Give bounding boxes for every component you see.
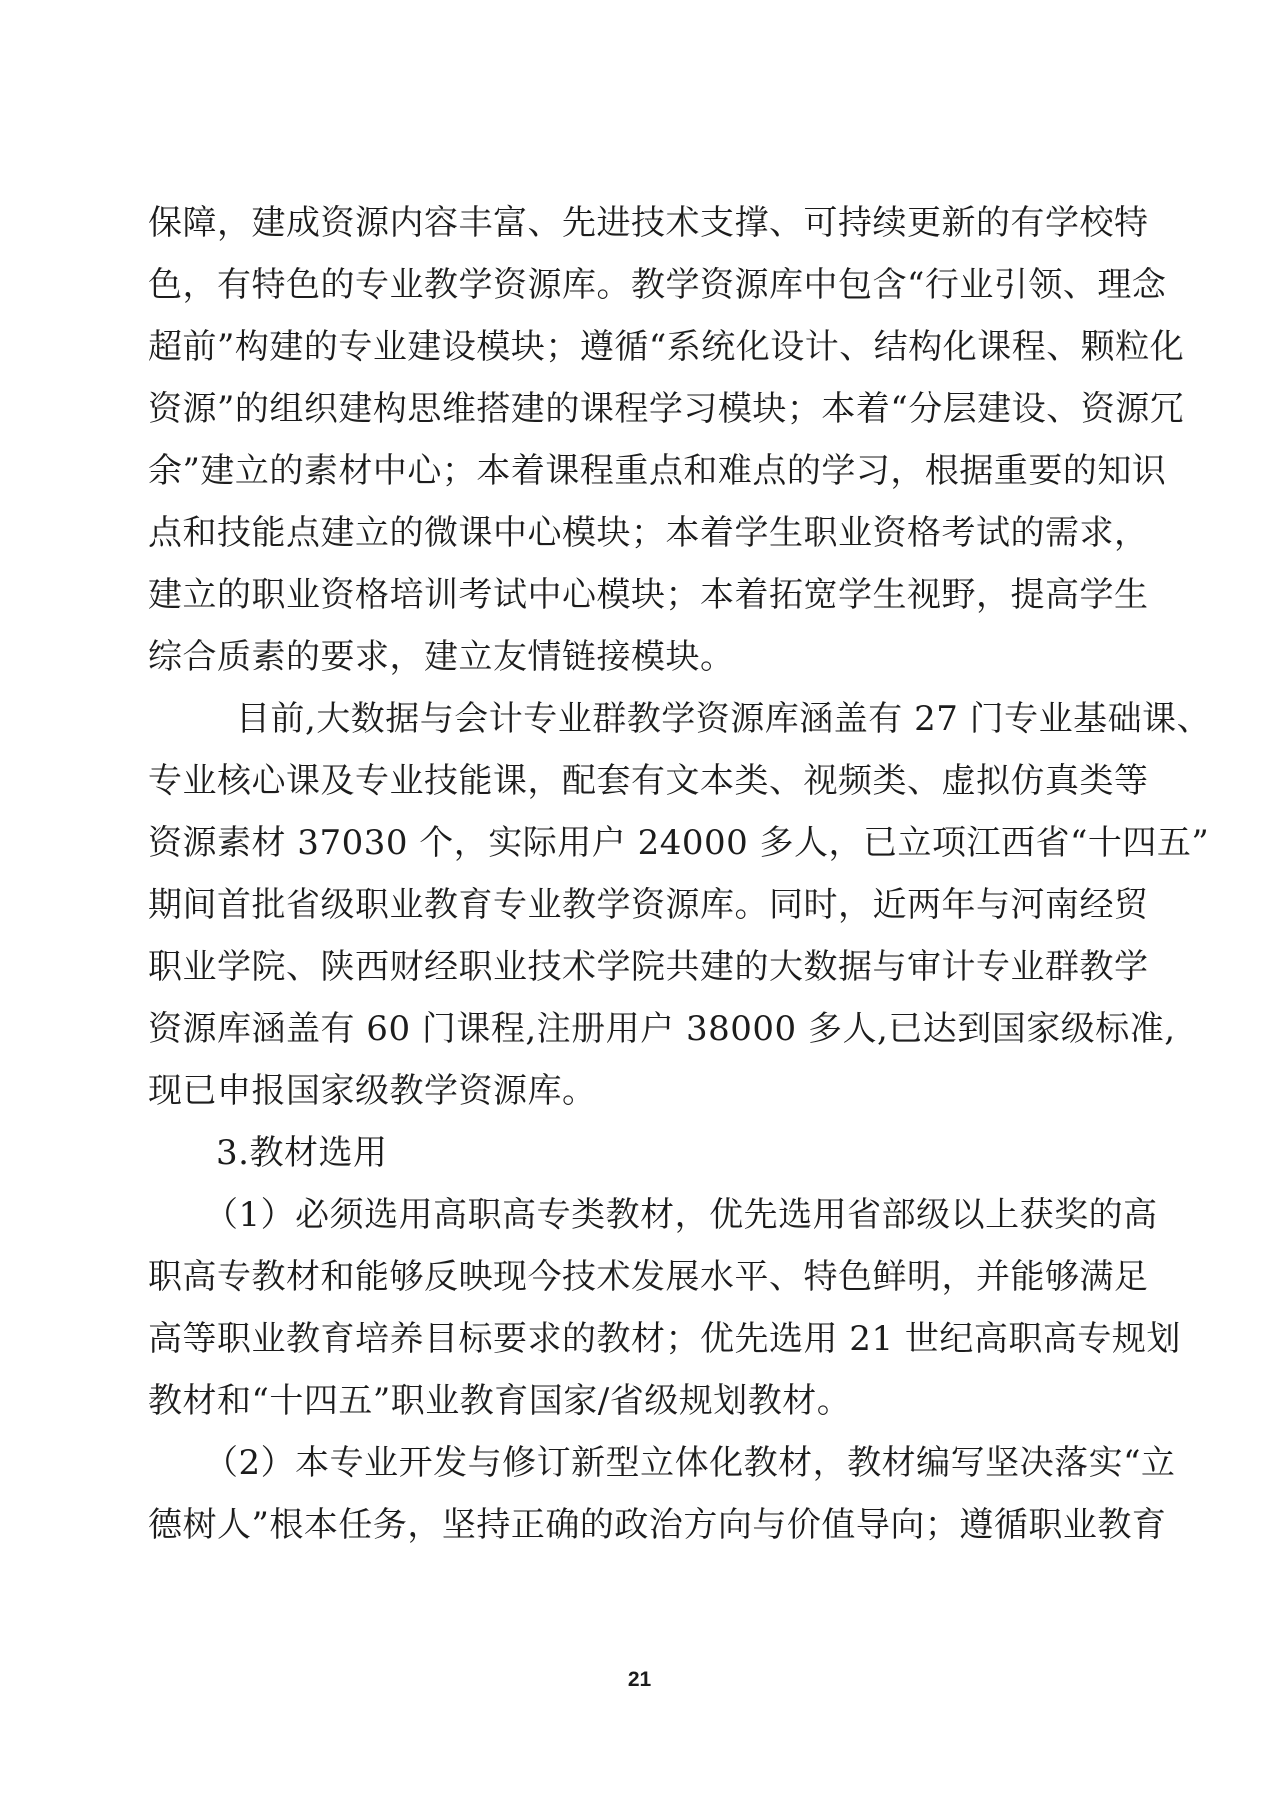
page-footer bbox=[0, 1668, 1279, 1692]
text-line: 教材和“十四五”职业教育国家/省级规划教材。 bbox=[148, 1381, 852, 1421]
text-line: 色，有特色的专业教学资源库。教学资源库中包含“行业引领、理念 bbox=[148, 265, 1167, 305]
text-line: （2）本专业开发与修订新型立体化教材，教材编写坚决落实“立 bbox=[204, 1443, 1176, 1483]
text-line: 点和技能点建立的微课中心模块；本着学生职业资格考试的需求， bbox=[148, 513, 1149, 553]
text-line: 专业核心课及专业技能课，配套有文本类、视频类、虚拟仿真类等 bbox=[148, 761, 1149, 801]
text-line: 高等职业教育培养目标要求的教材；优先选用 21 世纪高职高专规划 bbox=[148, 1319, 1181, 1359]
text-line: 现已申报国家级教学资源库。 bbox=[148, 1071, 597, 1111]
text-line: 资源素材 37030 个，实际用户 24000 多人，已立项江西省“十四五” bbox=[148, 823, 1210, 863]
text-line: 资源库涵盖有 60 门课程,注册用户 38000 多人,已达到国家级标准, bbox=[148, 1009, 1176, 1049]
text-line: 综合质素的要求，建立友情链接模块。 bbox=[148, 637, 735, 677]
text-line: 余”建立的素材中心；本着课程重点和难点的学习，根据重要的知识 bbox=[148, 451, 1167, 491]
text-line: 职高专教材和能够反映现今技术发展水平、特色鲜明，并能够满足 bbox=[148, 1257, 1149, 1297]
text-line: 超前”构建的专业建设模块；遵循“系统化设计、结构化课程、颗粒化 bbox=[148, 327, 1185, 367]
text-line: 资源”的组织建构思维搭建的课程学习模块；本着“分层建设、资源冗 bbox=[148, 389, 1185, 429]
text-line: 职业学院、陕西财经职业技术学院共建的大数据与审计专业群教学 bbox=[148, 947, 1149, 987]
text-line: 目前,大数据与会计专业群教学资源库涵盖有 27 门专业基础课、 bbox=[236, 699, 1212, 739]
text-line: 德树人”根本任务，坚持正确的政治方向与价值导向；遵循职业教育 bbox=[148, 1505, 1167, 1545]
text-line: 保障，建成资源内容丰富、先进技术支撑、可持续更新的有学校特 bbox=[148, 203, 1149, 243]
document-body bbox=[148, 192, 1212, 1556]
page-number: 21 bbox=[627, 1668, 652, 1691]
section-heading: 3.教材选用 bbox=[216, 1133, 388, 1173]
text-line: 建立的职业资格培训考试中心模块；本着拓宽学生视野，提高学生 bbox=[148, 575, 1149, 615]
text-line: （1）必须选用高职高专类教材，优先选用省部级以上获奖的高 bbox=[204, 1195, 1158, 1235]
text-line: 期间首批省级职业教育专业教学资源库。同时，近两年与河南经贸 bbox=[148, 885, 1149, 925]
